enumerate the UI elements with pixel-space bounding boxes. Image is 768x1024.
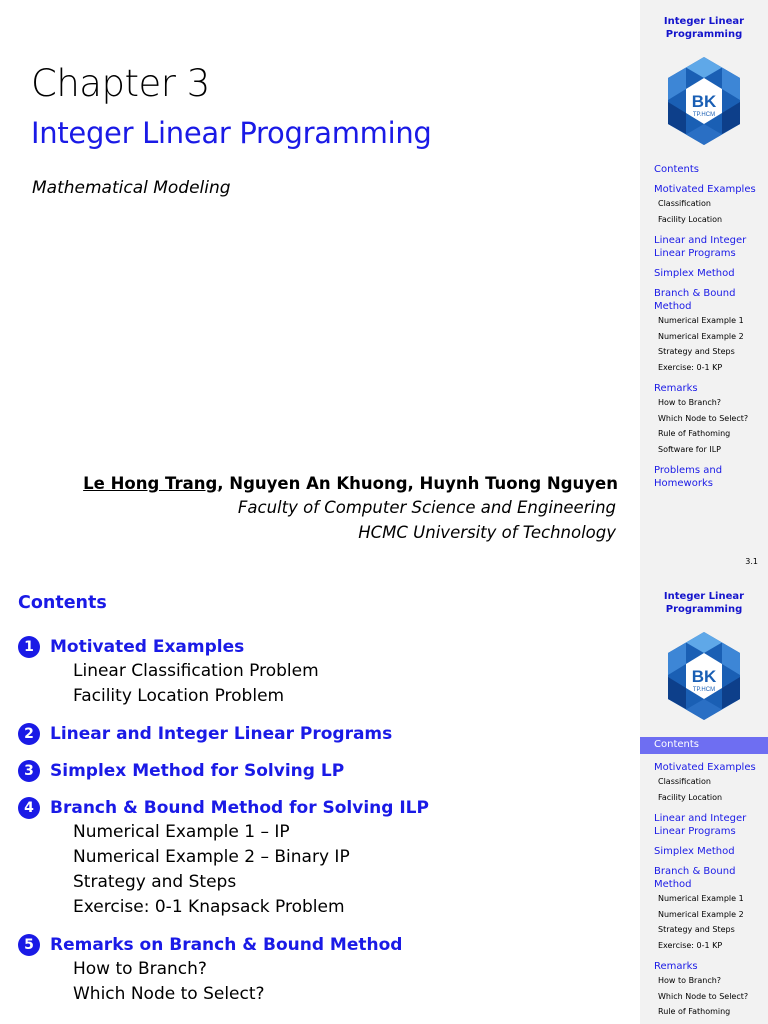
sidebar-sub-classification[interactable]: Classification xyxy=(658,199,711,208)
toc-sub-which-node[interactable]: Which Node to Select? xyxy=(73,984,265,1004)
sidebar-item-contents-active[interactable]: Contents xyxy=(640,737,768,754)
section-number-icon: 5 xyxy=(18,934,40,956)
sidebar-sub-facility-location[interactable]: Facility Location xyxy=(658,792,723,802)
sidebar-sub-which-node[interactable]: Which Node to Select? xyxy=(658,991,749,1001)
sidebar-sub-numerical-example-1[interactable]: Numerical Example 1 xyxy=(658,316,744,325)
toc-sub-facility-location[interactable]: Facility Location Problem xyxy=(73,686,285,706)
sidebar-sub-rule-fathoming[interactable]: Rule of Fathoming xyxy=(658,429,731,438)
sidebar-sub-how-to-branch[interactable]: How to Branch? xyxy=(658,976,722,985)
sidebar-item-label: Linear Programs xyxy=(654,826,736,837)
sidebar-sub-rule-fathoming[interactable]: Rule of Fathoming xyxy=(658,1007,731,1016)
sidebar-item-motivated-examples[interactable]: Motivated Examples xyxy=(654,184,756,195)
toc-section-branch-bound[interactable] xyxy=(18,796,628,820)
sidebar-item-label: Homeworks xyxy=(654,478,713,489)
author-rest: , Nguyen An Khuong, Huynh Tuong Nguyen xyxy=(217,474,618,493)
sidebar-title[interactable] xyxy=(640,15,768,41)
sidebar-sub-numerical-example-2[interactable]: Numerical Example 2 xyxy=(658,331,744,341)
logo-subtext: TP.HCM xyxy=(692,687,716,693)
section-number-icon: 1 xyxy=(18,636,40,658)
sidebar-title-line1: Integer Linear xyxy=(663,16,745,27)
toc-section-remarks[interactable] xyxy=(18,933,628,957)
sidebar-item-label: Linear and Integer xyxy=(654,235,747,246)
bk-logo-icon xyxy=(664,629,744,723)
toc-sub-how-to-branch[interactable]: How to Branch? xyxy=(73,959,207,979)
slide-subtitle: Mathematical Modeling xyxy=(32,178,231,198)
sidebar-sub-classification[interactable]: Classification xyxy=(658,777,711,786)
sidebar-item-label: Branch & Bound xyxy=(654,866,736,877)
logo-subtext: TP.HCM xyxy=(692,112,716,118)
page-number: 3.1 xyxy=(745,557,758,566)
sidebar-item-linear-programs[interactable] xyxy=(640,812,768,838)
toc-section-label: Branch & Bound Method for Solving ILP xyxy=(50,798,429,818)
table-of-contents xyxy=(18,635,628,1007)
sidebar-sub-exercise-kp[interactable]: Exercise: 0-1 KP xyxy=(658,940,723,950)
toc-section-linear-programs[interactable] xyxy=(18,722,628,746)
logo-text: BK xyxy=(691,667,717,686)
slide-main xyxy=(0,575,640,1024)
sidebar-title[interactable] xyxy=(640,590,768,616)
sidebar-item-remarks[interactable]: Remarks xyxy=(654,961,698,972)
sidebar-sub-strategy-steps[interactable]: Strategy and Steps xyxy=(658,347,735,356)
sidebar-sub-numerical-example-1[interactable]: Numerical Example 1 xyxy=(658,894,744,903)
sidebar-nav xyxy=(640,737,768,1020)
toc-sub-exercise-knapsack[interactable]: Exercise: 0-1 Knapsack Problem xyxy=(73,897,345,917)
toc-section-label: Motivated Examples xyxy=(50,637,245,657)
author-main: Le Hong Trang xyxy=(83,474,218,493)
section-number-icon: 3 xyxy=(18,760,40,782)
sidebar-title-line1: Integer Linear xyxy=(663,591,745,602)
toc-sub-linear-classification[interactable]: Linear Classification Problem xyxy=(73,661,319,681)
sidebar-sub-strategy-steps[interactable]: Strategy and Steps xyxy=(658,925,735,934)
affiliation-faculty: Faculty of Computer Science and Engineering xyxy=(237,498,616,517)
sidebar-item-linear-programs[interactable] xyxy=(640,234,768,260)
authors xyxy=(83,474,618,493)
sidebar-title-line2: Programming xyxy=(665,604,743,615)
chapter-label: Chapter 3 xyxy=(31,62,210,105)
sidebar-item-label: Method xyxy=(654,879,692,890)
toc-sub-strategy-steps[interactable]: Strategy and Steps xyxy=(73,872,237,892)
toc-sub-numerical-example-2[interactable]: Numerical Example 2 – Binary IP xyxy=(73,847,350,867)
toc-sub-numerical-example-1[interactable]: Numerical Example 1 – IP xyxy=(73,822,290,842)
slide-title: Integer Linear Programming xyxy=(31,116,432,150)
bk-logo-icon xyxy=(664,54,744,148)
sidebar-sub-software-ilp[interactable]: Software for ILP xyxy=(658,444,721,454)
toc-section-label: Simplex Method for Solving LP xyxy=(50,761,345,781)
affiliation-university: HCMC University of Technology xyxy=(358,523,616,542)
contents-heading: Contents xyxy=(18,593,107,613)
sidebar-item-label: Branch & Bound xyxy=(654,288,736,299)
logo-text: BK xyxy=(691,92,717,111)
sidebar-item-contents[interactable]: Contents xyxy=(654,164,699,175)
toc-section-label: Linear and Integer Linear Programs xyxy=(50,724,393,744)
sidebar-item-simplex-method[interactable]: Simplex Method xyxy=(654,268,735,279)
sidebar-nav xyxy=(640,163,768,490)
sidebar xyxy=(640,575,768,1024)
sidebar-sub-how-to-branch[interactable]: How to Branch? xyxy=(658,398,722,407)
sidebar-item-branch-bound[interactable] xyxy=(640,865,768,891)
sidebar-item-remarks[interactable]: Remarks xyxy=(654,383,698,394)
sidebar-item-label: Problems and xyxy=(654,465,723,476)
section-number-icon: 2 xyxy=(18,723,40,745)
toc-section-label: Remarks on Branch & Bound Method xyxy=(50,935,403,955)
sidebar-item-label: Method xyxy=(654,301,692,312)
sidebar-item-label: Linear Programs xyxy=(654,248,736,259)
slide-main xyxy=(0,0,640,575)
sidebar xyxy=(640,0,768,575)
sidebar-sub-exercise-kp[interactable]: Exercise: 0-1 KP xyxy=(658,362,723,372)
sidebar-sub-numerical-example-2[interactable]: Numerical Example 2 xyxy=(658,909,744,919)
toc-section-motivated-examples[interactable] xyxy=(18,635,628,659)
sidebar-item-label: Linear and Integer xyxy=(654,813,747,824)
sidebar-item-simplex-method[interactable]: Simplex Method xyxy=(654,846,735,857)
sidebar-sub-facility-location[interactable]: Facility Location xyxy=(658,214,723,224)
contents-slide xyxy=(0,575,768,1024)
sidebar-sub-which-node[interactable]: Which Node to Select? xyxy=(658,413,749,423)
section-number-icon: 4 xyxy=(18,797,40,819)
sidebar-item-branch-bound[interactable] xyxy=(640,287,768,313)
sidebar-item-problems-homeworks[interactable] xyxy=(640,464,768,490)
sidebar-title-line2: Programming xyxy=(665,29,743,40)
sidebar-item-motivated-examples[interactable]: Motivated Examples xyxy=(654,762,756,773)
toc-section-simplex[interactable] xyxy=(18,759,628,783)
